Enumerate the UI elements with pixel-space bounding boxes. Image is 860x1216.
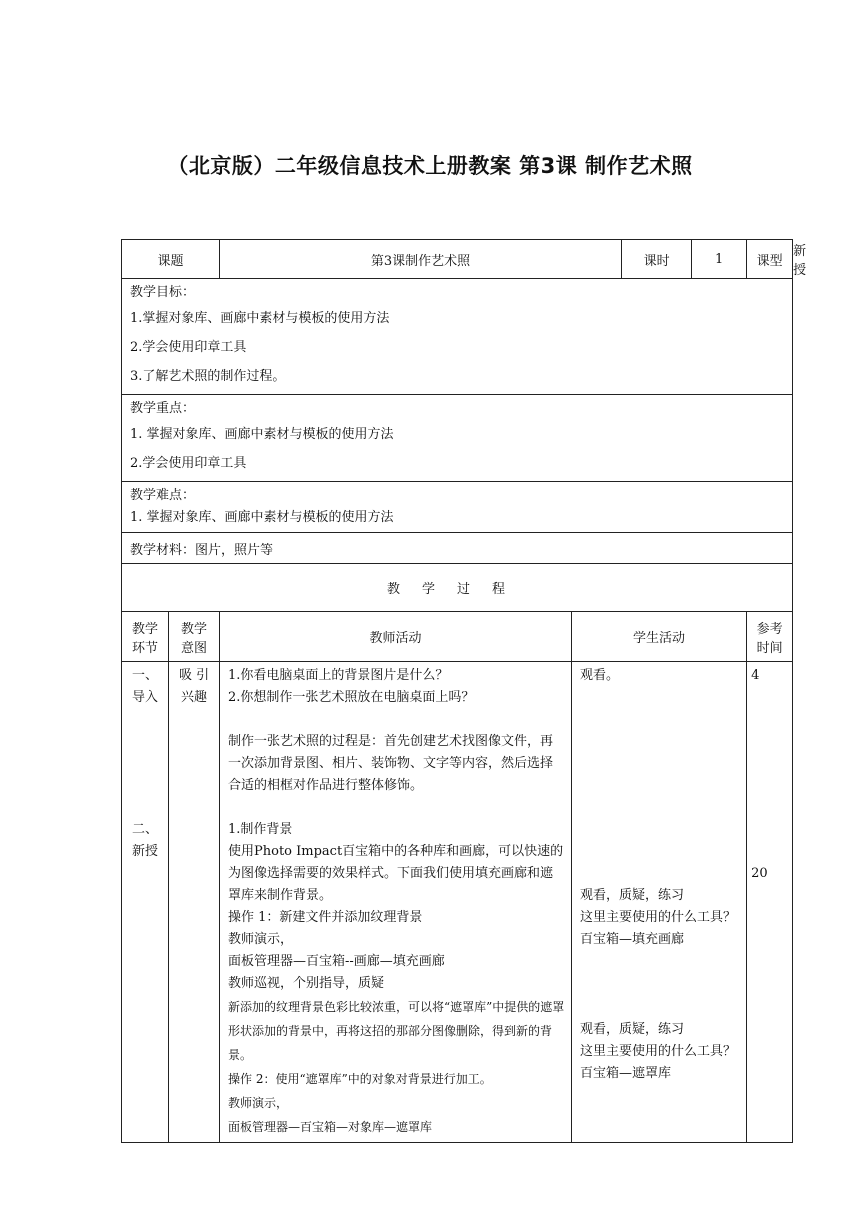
teacher-operation: 操作 2：使用“遮罩库”中的对象对背景进行加工。 (228, 1072, 492, 1086)
teacher-patrol: 教师巡视，个别指导，质疑 (228, 976, 385, 991)
student-activity: 观看，质疑，练习 (580, 888, 685, 903)
teacher-subheading: 1.制作背景 (228, 822, 293, 837)
topic-value: 第3课制作艺术照 (220, 240, 622, 279)
student-activity: 观看，质疑，练习 (580, 1022, 685, 1037)
key-points-cell (122, 395, 793, 482)
difficulties-cell (122, 482, 793, 533)
col-teacher: 教师活动 (220, 612, 572, 662)
materials-cell: 教学材料：图片，照片等 (122, 533, 793, 564)
key-point-item: 2.学会使用印章工具 (130, 456, 247, 471)
student-answer: 百宝箱—填充画廊 (580, 932, 685, 947)
col-intent: 教学 意图 (169, 612, 220, 662)
type-label: 课型 (747, 240, 793, 279)
time-new: 20 (751, 866, 768, 881)
intent-line-2: 兴趣 (181, 690, 208, 705)
teacher-path: 面板管理器—百宝箱--画廊—填充画廊 (228, 954, 445, 969)
stage-cell (122, 662, 169, 1143)
hours-value: 1 (692, 240, 747, 279)
hours-label: 课时 (622, 240, 692, 279)
stage-intro-label: 导入 (131, 690, 158, 705)
teacher-demo: 教师演示， (228, 932, 294, 947)
stage-new-label: 新授 (131, 844, 158, 859)
lesson-plan-table: 课题 第3课制作艺术照 课时 1 课型 新授 教学目标： 1.掌握对象库、画廊中素材与模板的使用方法 2.学会使用印章工具 3.了解艺术照的制作过程。 教学重点： 1. 掌握对象库、画廊中素材与模板的使用方法 2.学会使用印章工具 教学难点： 1. 掌握对象库、画廊中素材与模板的使用方法 教学材料：图片，照片等 教学过程 教学 环节 教学 意图 教师活动 学生活动 参考 时间 一、 导入 二、 新授 吸 引 兴趣 1.你看电脑桌面上的背景图片是什么？ 2.你想制作一张艺术照放在电脑桌面上吗？ 制作一张艺术照的过程是：首先创建艺术找图像文件，再一次添加背景图、相片、装饰物、文字等内容，然后选择合适的相框对作品进行整体修饰。 1.制作背景 使用Photo Impact百宝箱中的各种库和画廊，可以快速的为图像选择需要的效果样式。下面我们使用填充画廊和遮罩库来制作背景。 操作 1：新建文件并添加纹理背景 教师演示， 面板管理器—百宝箱--画廊—填充画廊 教师巡视，个别指导，质疑 新添加的纹理背景色彩比较浓重，可以将“遮罩库”中提供的遮罩形状添加的背景中，再将这招的那部分图像删除，得到新的背景。 操作 2：使用“遮罩库”中的对象对背景进行加工。 教师演示， 面板管理器—百宝箱—对象库—遮罩库 观看。 观看，质疑，练习 这里主要使用的什么工具？ 百宝箱—填充画廊 观看，质疑，练习 这里主要使用的什么工具？ 百宝箱—遮罩库 4 20 (121, 239, 793, 1143)
intent-cell (169, 662, 220, 1143)
teacher-question: 1.你看电脑桌面上的背景图片是什么？ (228, 668, 449, 683)
teacher-operation: 操作 1：新建文件并添加纹理背景 (228, 910, 423, 925)
time-cell (747, 662, 793, 1143)
difficulty-item: 1. 掌握对象库、画廊中素材与模板的使用方法 (130, 510, 394, 525)
teacher-paragraph: 使用Photo Impact百宝箱中的各种库和画廊，可以快速的为图像选择需要的效果样式。下面我们使用填充画廊和遮罩库来制作背景。 (228, 844, 564, 903)
page-title: （北京版）二年级信息技术上册教案 第3课 制作艺术照 (167, 154, 693, 178)
time-intro: 4 (751, 668, 760, 683)
teacher-activity-cell (220, 662, 572, 1143)
student-question: 这里主要使用的什么工具？ (580, 1044, 737, 1059)
student-activity-cell (572, 662, 747, 1143)
teacher-paragraph: 制作一张艺术照的过程是：首先创建艺术找图像文件，再一次添加背景图、相片、装饰物、文字等内容，然后选择合适的相框对作品进行整体修饰。 (228, 734, 554, 793)
teacher-path: 面板管理器—百宝箱—对象库—遮罩库 (228, 1120, 433, 1134)
teacher-question: 2.你想制作一张艺术照放在电脑桌面上吗？ (228, 690, 475, 705)
stage-intro-num: 一、 (131, 668, 158, 683)
teacher-note: 新添加的纹理背景色彩比较浓重，可以将“遮罩库”中提供的遮罩形状添加的背景中，再将这招的那部分图像删除，得到新的背景。 (228, 1000, 565, 1062)
col-time: 参考 时间 (747, 612, 793, 662)
student-question: 这里主要使用的什么工具？ (580, 910, 737, 925)
col-student: 学生活动 (572, 612, 747, 662)
stage-new-num: 二、 (131, 822, 158, 837)
process-title: 教学过程 (122, 564, 793, 612)
key-point-item: 1. 掌握对象库、画廊中素材与模板的使用方法 (130, 427, 394, 442)
student-watch: 观看。 (580, 668, 620, 683)
student-answer: 百宝箱—遮罩库 (580, 1066, 672, 1081)
goals-label: 教学目标： (130, 285, 196, 300)
teacher-demo: 教师演示， (228, 1096, 289, 1110)
col-stage: 教学 环节 (122, 612, 169, 662)
goals-cell (122, 279, 793, 395)
goal-item: 1.掌握对象库、画廊中素材与模板的使用方法 (130, 311, 390, 326)
goal-item: 2.学会使用印章工具 (130, 340, 247, 355)
key-points-label: 教学重点： (130, 401, 196, 416)
topic-label: 课题 (122, 240, 220, 279)
goal-item: 3.了解艺术照的制作过程。 (130, 369, 286, 384)
intent-line-1: 吸 引 (178, 668, 210, 683)
difficulties-label: 教学难点： (130, 488, 196, 503)
